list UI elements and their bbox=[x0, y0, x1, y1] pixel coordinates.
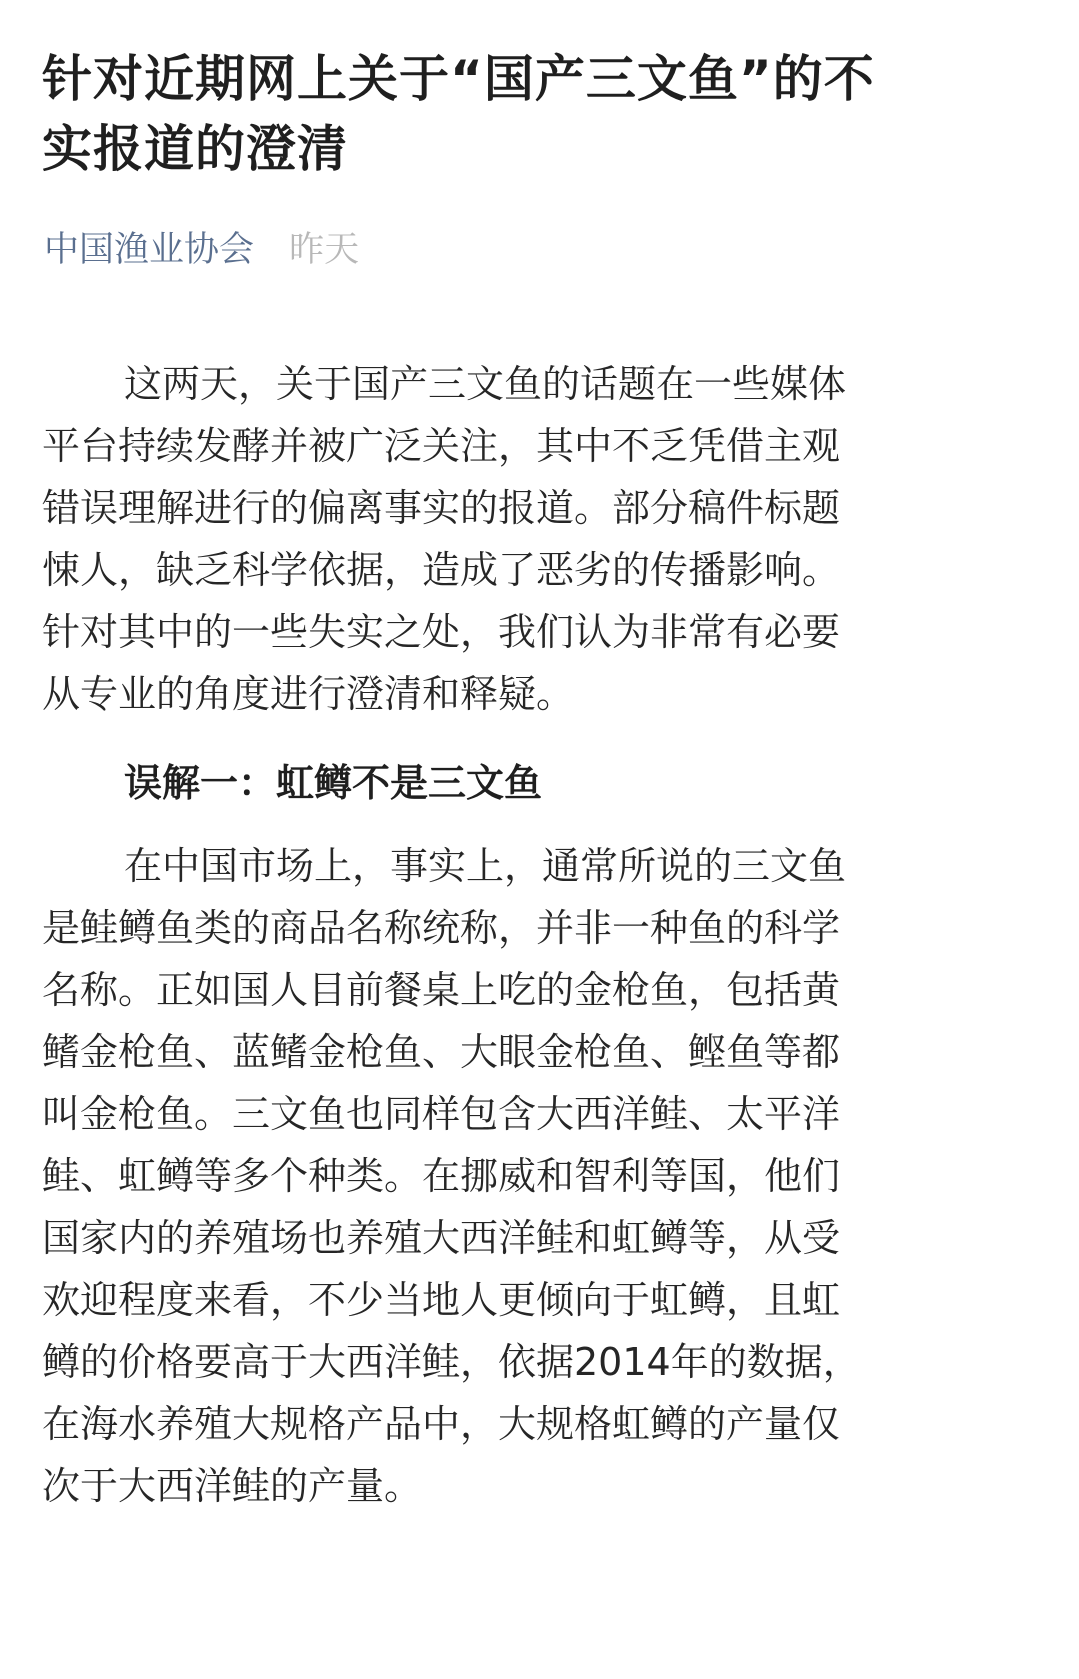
paragraph-line: 在海水养殖大规格产品中，大规格虹鳟的产量仅 bbox=[42, 1402, 841, 1446]
paragraph-line: 这两天，关于国产三文鱼的话题在一些媒体 bbox=[124, 362, 847, 406]
paragraph-line: 错误理解进行的偏离事实的报道。部分稿件标题 bbox=[42, 486, 841, 530]
section-paragraph bbox=[42, 835, 1072, 1517]
paragraph-line: 名称。正如国人目前餐桌上吃的金枪鱼，包括黄 bbox=[42, 968, 841, 1012]
paragraph-line: 鳟的价格要高于大西洋鲑，依据2014年的数据， bbox=[42, 1340, 861, 1384]
paragraph-line: 鲑、虹鳟等多个种类。在挪威和智利等国，他们 bbox=[42, 1154, 841, 1198]
section-heading: 误解一：虹鳟不是三文鱼 bbox=[124, 761, 543, 805]
paragraph-line: 是鲑鳟鱼类的商品名称统称，并非一种鱼的科学 bbox=[42, 906, 841, 950]
intro-paragraph bbox=[42, 353, 1072, 725]
paragraph-line: 欢迎程度来看，不少当地人更倾向于虹鳟，且虹 bbox=[42, 1278, 841, 1322]
paragraph-line: 国家内的养殖场也养殖大西洋鲑和虹鳟等，从受 bbox=[42, 1216, 841, 1260]
article-meta bbox=[44, 225, 359, 275]
author-link[interactable]: 中国渔业协会 bbox=[44, 230, 255, 270]
publish-date: 昨天 bbox=[289, 230, 360, 270]
paragraph-line: 次于大西洋鲑的产量。 bbox=[42, 1464, 423, 1508]
paragraph-line: 针对其中的一些失实之处，我们认为非常有必要 bbox=[42, 610, 841, 654]
article-title-line: 针对近期网上关于“国产三文鱼”的不 bbox=[42, 50, 875, 108]
paragraph-line: 平台持续发酵并被广泛关注，其中不乏凭借主观 bbox=[42, 424, 841, 468]
article-title bbox=[42, 44, 1042, 184]
paragraph-line: 鳍金枪鱼、蓝鳍金枪鱼、大眼金枪鱼、鲣鱼等都 bbox=[42, 1030, 841, 1074]
paragraph-line: 从专业的角度进行澄清和释疑。 bbox=[42, 672, 575, 716]
article-title-line: 实报道的澄清 bbox=[42, 120, 348, 178]
paragraph-line: 在中国市场上，事实上，通常所说的三文鱼 bbox=[124, 844, 847, 888]
paragraph-line: 悚人，缺乏科学依据，造成了恶劣的传播影响。 bbox=[42, 548, 841, 592]
paragraph-line: 叫金枪鱼。三文鱼也同样包含大西洋鲑、太平洋 bbox=[42, 1092, 841, 1136]
